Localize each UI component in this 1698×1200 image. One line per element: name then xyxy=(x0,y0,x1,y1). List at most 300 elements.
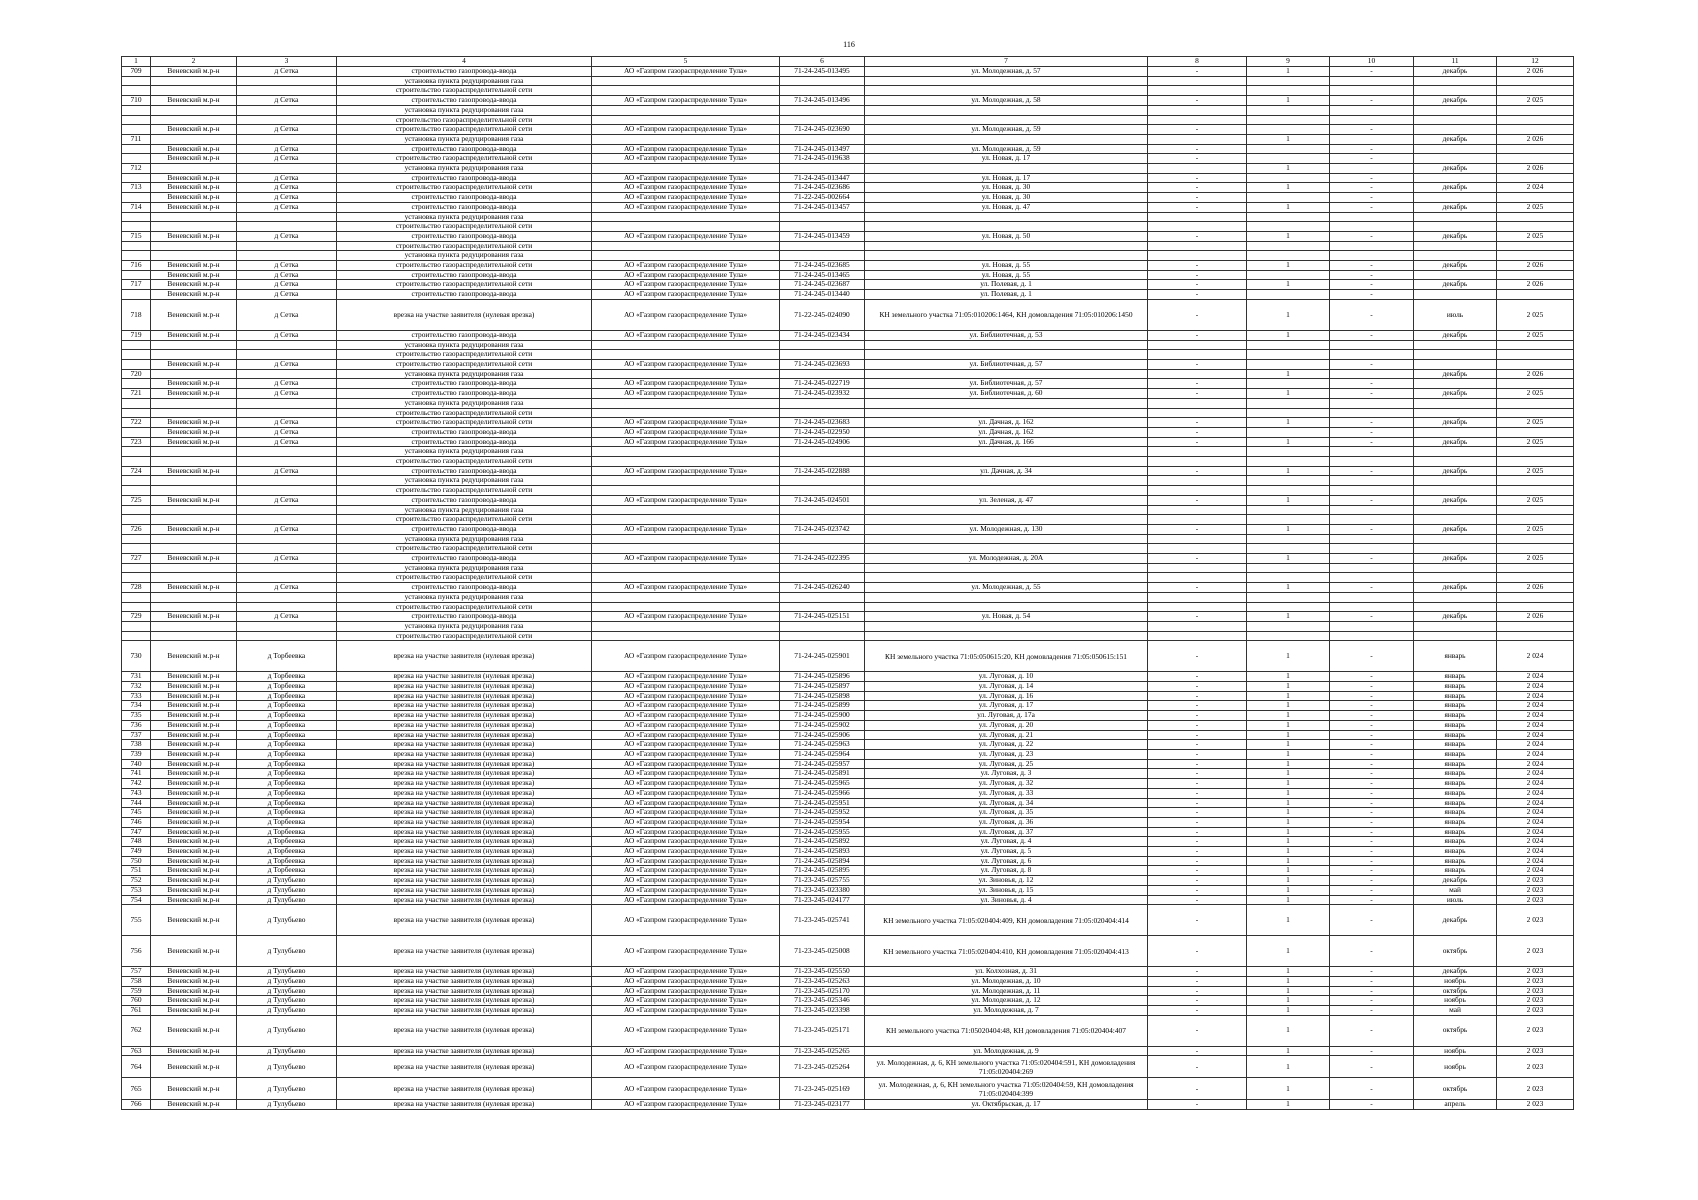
organization-cell: АО «Газпром газораспределение Тула» xyxy=(592,808,780,818)
col8-cell xyxy=(1148,592,1247,602)
row-number-cell xyxy=(122,222,151,232)
address-cell: ул. Молодежная, д. 12 xyxy=(865,996,1148,1006)
organization-cell: АО «Газпром газораспределение Тула» xyxy=(592,856,780,866)
month-cell: октябрь xyxy=(1414,936,1497,967)
col8-cell: - xyxy=(1148,895,1247,905)
settlement-cell xyxy=(237,621,337,631)
col10-cell xyxy=(1330,398,1414,408)
quantity-cell: 1 xyxy=(1247,885,1330,895)
district-cell xyxy=(151,534,237,544)
organization-cell: АО «Газпром газораспределение Тула» xyxy=(592,876,780,886)
organization-cell: АО «Газпром газораспределение Тула» xyxy=(592,1100,780,1110)
address-cell xyxy=(865,105,1148,115)
quantity-cell: 1 xyxy=(1247,583,1330,593)
quantity-cell: 1 xyxy=(1247,164,1330,174)
col10-cell: - xyxy=(1330,280,1414,290)
year-cell: 2 025 xyxy=(1497,524,1574,534)
table-row xyxy=(122,1100,1574,1110)
col10-cell: - xyxy=(1330,876,1414,886)
settlement-cell: д Тулубьево xyxy=(237,936,337,967)
year-cell xyxy=(1497,379,1574,389)
row-number-cell xyxy=(122,290,151,300)
year-cell xyxy=(1497,398,1574,408)
year-cell: 2 023 xyxy=(1497,895,1574,905)
settlement-cell xyxy=(237,602,337,612)
row-number-cell xyxy=(122,105,151,115)
table-row xyxy=(122,672,1574,682)
col10-cell: - xyxy=(1330,389,1414,399)
quantity-cell: 1 xyxy=(1247,976,1330,986)
settlement-cell: д Торбеевка xyxy=(237,672,337,682)
district-cell: Веневский м.р-н xyxy=(151,720,237,730)
table-row xyxy=(122,1015,1574,1046)
col8-cell: - xyxy=(1148,554,1247,564)
row-number-cell xyxy=(122,515,151,525)
work-type-cell: установка пункта редуцирования газа xyxy=(337,212,592,222)
table-row xyxy=(122,379,1574,389)
table-row xyxy=(122,691,1574,701)
address-cell: ул. Молодежная, д. 20А xyxy=(865,554,1148,564)
work-type-cell: установка пункта редуцирования газа xyxy=(337,621,592,631)
col8-cell: - xyxy=(1148,524,1247,534)
col10-cell: - xyxy=(1330,125,1414,135)
table-row xyxy=(122,115,1574,125)
month-cell: январь xyxy=(1414,856,1497,866)
district-cell: Веневский м.р-н xyxy=(151,808,237,818)
month-cell xyxy=(1414,290,1497,300)
col8-cell: - xyxy=(1148,330,1247,340)
month-cell xyxy=(1414,457,1497,467)
year-cell: 2 025 xyxy=(1497,466,1574,476)
col10-cell: - xyxy=(1330,466,1414,476)
col8-cell: - xyxy=(1148,711,1247,721)
month-cell: декабрь xyxy=(1414,231,1497,241)
table-row xyxy=(122,885,1574,895)
settlement-cell xyxy=(237,515,337,525)
request-number-cell: 71-24-245-025963 xyxy=(780,740,865,750)
address-cell: ул. Молодежная, д. 7 xyxy=(865,1006,1148,1016)
organization-cell xyxy=(592,408,780,418)
district-cell: Веневский м.р-н xyxy=(151,231,237,241)
settlement-cell: д Торбеевка xyxy=(237,798,337,808)
year-cell xyxy=(1497,408,1574,418)
organization-cell: АО «Газпром газораспределение Тула» xyxy=(592,144,780,154)
settlement-cell xyxy=(237,505,337,515)
work-type-cell: врезка на участке заявителя (нулевая врезка) xyxy=(337,847,592,857)
table-row xyxy=(122,1006,1574,1016)
row-number-cell: 732 xyxy=(122,682,151,692)
table-row xyxy=(122,936,1574,967)
table-row xyxy=(122,86,1574,96)
quantity-cell xyxy=(1247,86,1330,96)
row-number-cell: 760 xyxy=(122,996,151,1006)
col8-cell: - xyxy=(1148,612,1247,622)
organization-cell xyxy=(592,534,780,544)
settlement-cell: д Тулубьево xyxy=(237,986,337,996)
month-cell xyxy=(1414,251,1497,261)
col8-cell xyxy=(1148,369,1247,379)
address-cell: ул. Новая, д. 17 xyxy=(865,154,1148,164)
table-row xyxy=(122,505,1574,515)
month-cell: октябрь xyxy=(1414,1078,1497,1100)
year-cell: 2 024 xyxy=(1497,817,1574,827)
table-row xyxy=(122,788,1574,798)
year-cell xyxy=(1497,193,1574,203)
quantity-cell xyxy=(1247,592,1330,602)
table-row xyxy=(122,817,1574,827)
year-cell xyxy=(1497,115,1574,125)
col8-cell xyxy=(1148,241,1247,251)
request-number-cell xyxy=(780,350,865,360)
year-cell xyxy=(1497,505,1574,515)
organization-cell xyxy=(592,592,780,602)
row-number-cell: 731 xyxy=(122,672,151,682)
year-cell xyxy=(1497,290,1574,300)
month-cell: декабрь xyxy=(1414,612,1497,622)
address-cell: ул. Библиотечная, д. 53 xyxy=(865,330,1148,340)
row-number-cell: 746 xyxy=(122,817,151,827)
month-cell: июль xyxy=(1414,299,1497,330)
organization-cell: АО «Газпром газораспределение Тула» xyxy=(592,682,780,692)
settlement-cell xyxy=(237,369,337,379)
district-cell: Веневский м.р-н xyxy=(151,583,237,593)
year-cell: 2 024 xyxy=(1497,837,1574,847)
district-cell: Веневский м.р-н xyxy=(151,612,237,622)
organization-cell: АО «Газпром газораспределение Тула» xyxy=(592,895,780,905)
organization-cell xyxy=(592,340,780,350)
work-type-cell: строительство газораспределительной сети xyxy=(337,350,592,360)
work-type-cell: установка пункта редуцирования газа xyxy=(337,369,592,379)
settlement-cell: д Сетка xyxy=(237,125,337,135)
col10-cell: - xyxy=(1330,359,1414,369)
column-header: 9 xyxy=(1247,57,1330,67)
work-type-cell: строительство газораспределительной сети xyxy=(337,457,592,467)
year-cell: 2 024 xyxy=(1497,711,1574,721)
table-row xyxy=(122,631,1574,641)
col10-cell: - xyxy=(1330,750,1414,760)
organization-cell: АО «Газпром газораспределение Тула» xyxy=(592,554,780,564)
year-cell xyxy=(1497,427,1574,437)
work-type-cell: врезка на участке заявителя (нулевая врезка) xyxy=(337,779,592,789)
table-row xyxy=(122,856,1574,866)
year-cell: 2 024 xyxy=(1497,701,1574,711)
col10-cell: - xyxy=(1330,779,1414,789)
table-row xyxy=(122,554,1574,564)
address-cell: ул. Полевая, д. 1 xyxy=(865,280,1148,290)
organization-cell: АО «Газпром газораспределение Тула» xyxy=(592,1078,780,1100)
address-cell: ул. Новая, д. 55 xyxy=(865,270,1148,280)
row-number-cell: 714 xyxy=(122,202,151,212)
month-cell: ноябрь xyxy=(1414,1056,1497,1078)
work-type-cell: установка пункта редуцирования газа xyxy=(337,534,592,544)
table-row xyxy=(122,427,1574,437)
request-number-cell: 71-23-245-025741 xyxy=(780,905,865,936)
organization-cell xyxy=(592,447,780,457)
work-type-cell: строительство газопровода-ввода xyxy=(337,144,592,154)
address-cell: ул. Колхозная, д. 31 xyxy=(865,967,1148,977)
col8-cell: - xyxy=(1148,740,1247,750)
col8-cell: - xyxy=(1148,827,1247,837)
work-type-cell: строительство газораспределительной сети xyxy=(337,631,592,641)
row-number-cell: 720 xyxy=(122,369,151,379)
month-cell: январь xyxy=(1414,672,1497,682)
settlement-cell: д Торбеевка xyxy=(237,682,337,692)
request-number-cell: 71-24-245-023686 xyxy=(780,183,865,193)
district-cell xyxy=(151,447,237,457)
settlement-cell xyxy=(237,105,337,115)
col10-cell: - xyxy=(1330,837,1414,847)
column-header: 8 xyxy=(1148,57,1247,67)
month-cell: январь xyxy=(1414,701,1497,711)
table-row xyxy=(122,212,1574,222)
col8-cell: - xyxy=(1148,837,1247,847)
address-cell xyxy=(865,457,1148,467)
quantity-cell: 1 xyxy=(1247,641,1330,672)
year-cell xyxy=(1497,350,1574,360)
row-number-cell: 724 xyxy=(122,466,151,476)
request-number-cell: 71-24-245-025899 xyxy=(780,701,865,711)
address-cell xyxy=(865,602,1148,612)
row-number-cell: 752 xyxy=(122,876,151,886)
address-cell xyxy=(865,241,1148,251)
work-type-cell: строительство газораспределительной сети xyxy=(337,280,592,290)
year-cell: 2 025 xyxy=(1497,231,1574,241)
organization-cell: АО «Газпром газораспределение Тула» xyxy=(592,379,780,389)
month-cell: январь xyxy=(1414,837,1497,847)
col8-cell: - xyxy=(1148,798,1247,808)
settlement-cell xyxy=(237,212,337,222)
quantity-cell xyxy=(1247,173,1330,183)
col8-cell: - xyxy=(1148,583,1247,593)
quantity-cell xyxy=(1247,486,1330,496)
quantity-cell: 1 xyxy=(1247,67,1330,77)
col10-cell xyxy=(1330,544,1414,554)
work-type-cell: строительство газораспределительной сети xyxy=(337,154,592,164)
row-number-cell: 728 xyxy=(122,583,151,593)
year-cell: 2 025 xyxy=(1497,330,1574,340)
settlement-cell: д Торбеевка xyxy=(237,740,337,750)
address-cell: ул. Молодежная, д. 59 xyxy=(865,144,1148,154)
year-cell: 2 023 xyxy=(1497,1100,1574,1110)
month-cell: январь xyxy=(1414,817,1497,827)
table-row xyxy=(122,486,1574,496)
request-number-cell: 71-24-245-025964 xyxy=(780,750,865,760)
month-cell: декабрь xyxy=(1414,389,1497,399)
address-cell: ул. Луговая, д. 17 xyxy=(865,701,1148,711)
month-cell: декабрь xyxy=(1414,330,1497,340)
col8-cell xyxy=(1148,86,1247,96)
settlement-cell: д Тулубьево xyxy=(237,1100,337,1110)
settlement-cell: д Тулубьево xyxy=(237,905,337,936)
district-cell xyxy=(151,602,237,612)
year-cell xyxy=(1497,125,1574,135)
district-cell xyxy=(151,340,237,350)
address-cell: ул. Молодежная, д. 59 xyxy=(865,125,1148,135)
organization-cell xyxy=(592,544,780,554)
col10-cell: - xyxy=(1330,1006,1414,1016)
year-cell xyxy=(1497,222,1574,232)
settlement-cell: д Торбеевка xyxy=(237,750,337,760)
col10-cell xyxy=(1330,251,1414,261)
work-type-cell: установка пункта редуцирования газа xyxy=(337,505,592,515)
quantity-cell xyxy=(1247,115,1330,125)
organization-cell: АО «Газпром газораспределение Тула» xyxy=(592,183,780,193)
table-row xyxy=(122,389,1574,399)
quantity-cell: 1 xyxy=(1247,876,1330,886)
row-number-cell: 738 xyxy=(122,740,151,750)
district-cell: Веневский м.р-н xyxy=(151,290,237,300)
month-cell xyxy=(1414,398,1497,408)
col10-cell xyxy=(1330,86,1414,96)
settlement-cell: д Тулубьево xyxy=(237,885,337,895)
quantity-cell: 1 xyxy=(1247,231,1330,241)
work-type-cell: врезка на участке заявителя (нулевая врезка) xyxy=(337,856,592,866)
col8-cell xyxy=(1148,457,1247,467)
quantity-cell xyxy=(1247,270,1330,280)
quantity-cell xyxy=(1247,621,1330,631)
request-number-cell xyxy=(780,505,865,515)
table-row xyxy=(122,534,1574,544)
district-cell: Веневский м.р-н xyxy=(151,976,237,986)
settlement-cell xyxy=(237,134,337,144)
district-cell xyxy=(151,631,237,641)
address-cell xyxy=(865,573,1148,583)
request-number-cell xyxy=(780,398,865,408)
col8-cell xyxy=(1148,350,1247,360)
district-cell: Веневский м.р-н xyxy=(151,379,237,389)
table-row xyxy=(122,359,1574,369)
col8-cell: - xyxy=(1148,808,1247,818)
settlement-cell: д Тулубьево xyxy=(237,996,337,1006)
table-body xyxy=(122,67,1574,1110)
year-cell: 2 024 xyxy=(1497,847,1574,857)
row-number-cell: 737 xyxy=(122,730,151,740)
settlement-cell: д Тулубьево xyxy=(237,976,337,986)
col8-cell: - xyxy=(1148,936,1247,967)
settlement-cell: д Сетка xyxy=(237,67,337,77)
table-row xyxy=(122,193,1574,203)
col8-cell: - xyxy=(1148,427,1247,437)
settlement-cell: д Тулубьево xyxy=(237,895,337,905)
address-cell xyxy=(865,476,1148,486)
year-cell: 2 023 xyxy=(1497,996,1574,1006)
table-row xyxy=(122,967,1574,977)
address-cell: КН земельного участка 71:05:010206:1464, КН домовладения 71:05:010206:1450 xyxy=(865,299,1148,330)
organization-cell: АО «Газпром газораспределение Тула» xyxy=(592,389,780,399)
col10-cell: - xyxy=(1330,641,1414,672)
request-number-cell: 71-24-245-025906 xyxy=(780,730,865,740)
request-number-cell: 71-23-245-023380 xyxy=(780,885,865,895)
table-row xyxy=(122,222,1574,232)
request-number-cell: 71-24-245-023685 xyxy=(780,261,865,271)
row-number-cell xyxy=(122,125,151,135)
work-type-cell: врезка на участке заявителя (нулевая врезка) xyxy=(337,1046,592,1056)
organization-cell: АО «Газпром газораспределение Тула» xyxy=(592,1015,780,1046)
row-number-cell: 758 xyxy=(122,976,151,986)
table-row xyxy=(122,408,1574,418)
request-number-cell: 71-24-245-023434 xyxy=(780,330,865,340)
row-number-cell xyxy=(122,76,151,86)
quantity-cell: 1 xyxy=(1247,418,1330,428)
request-number-cell: 71-24-245-013447 xyxy=(780,173,865,183)
work-type-cell: строительство газопровода-ввода xyxy=(337,583,592,593)
work-type-cell: установка пункта редуцирования газа xyxy=(337,340,592,350)
column-header: 4 xyxy=(337,57,592,67)
organization-cell: АО «Газпром газораспределение Тула» xyxy=(592,976,780,986)
request-number-cell: 71-23-245-025263 xyxy=(780,976,865,986)
quantity-cell: 1 xyxy=(1247,672,1330,682)
year-cell: 2 023 xyxy=(1497,1078,1574,1100)
address-cell xyxy=(865,447,1148,457)
col10-cell: - xyxy=(1330,691,1414,701)
address-cell: ул. Луговая, д. 6 xyxy=(865,856,1148,866)
year-cell: 2 024 xyxy=(1497,827,1574,837)
table-row xyxy=(122,105,1574,115)
organization-cell: АО «Газпром газораспределение Тула» xyxy=(592,769,780,779)
table-row xyxy=(122,798,1574,808)
quantity-cell: 1 xyxy=(1247,682,1330,692)
organization-cell: АО «Газпром газораспределение Тула» xyxy=(592,154,780,164)
organization-cell: АО «Газпром газораспределение Тула» xyxy=(592,788,780,798)
district-cell xyxy=(151,222,237,232)
district-cell: Веневский м.р-н xyxy=(151,769,237,779)
month-cell: январь xyxy=(1414,730,1497,740)
address-cell xyxy=(865,340,1148,350)
request-number-cell: 71-24-245-023742 xyxy=(780,524,865,534)
col10-cell: - xyxy=(1330,866,1414,876)
table-row xyxy=(122,173,1574,183)
year-cell: 2 025 xyxy=(1497,202,1574,212)
settlement-cell: д Сетка xyxy=(237,144,337,154)
quantity-cell xyxy=(1247,144,1330,154)
table-row xyxy=(122,905,1574,936)
col8-cell: - xyxy=(1148,67,1247,77)
organization-cell: АО «Газпром газораспределение Тула» xyxy=(592,583,780,593)
col10-cell: - xyxy=(1330,183,1414,193)
month-cell xyxy=(1414,505,1497,515)
col8-cell xyxy=(1148,631,1247,641)
request-number-cell xyxy=(780,164,865,174)
table-row xyxy=(122,682,1574,692)
col8-cell: - xyxy=(1148,976,1247,986)
request-number-cell: 71-24-245-022888 xyxy=(780,466,865,476)
quantity-cell xyxy=(1247,212,1330,222)
table-row xyxy=(122,154,1574,164)
work-type-cell: установка пункта редуцирования газа xyxy=(337,134,592,144)
col8-cell xyxy=(1148,115,1247,125)
col10-cell: - xyxy=(1330,231,1414,241)
table-row xyxy=(122,125,1574,135)
request-number-cell xyxy=(780,105,865,115)
col8-cell: - xyxy=(1148,359,1247,369)
table-row xyxy=(122,369,1574,379)
month-cell: декабрь xyxy=(1414,183,1497,193)
month-cell xyxy=(1414,193,1497,203)
request-number-cell: 71-24-245-022950 xyxy=(780,427,865,437)
col8-cell: - xyxy=(1148,967,1247,977)
address-cell: ул. Дачная, д. 162 xyxy=(865,427,1148,437)
month-cell xyxy=(1414,379,1497,389)
year-cell: 2 026 xyxy=(1497,583,1574,593)
request-number-cell xyxy=(780,408,865,418)
organization-cell xyxy=(592,369,780,379)
table-row xyxy=(122,1056,1574,1078)
district-cell xyxy=(151,115,237,125)
row-number-cell xyxy=(122,602,151,612)
settlement-cell xyxy=(237,631,337,641)
quantity-cell: 1 xyxy=(1247,996,1330,1006)
col8-cell: - xyxy=(1148,270,1247,280)
